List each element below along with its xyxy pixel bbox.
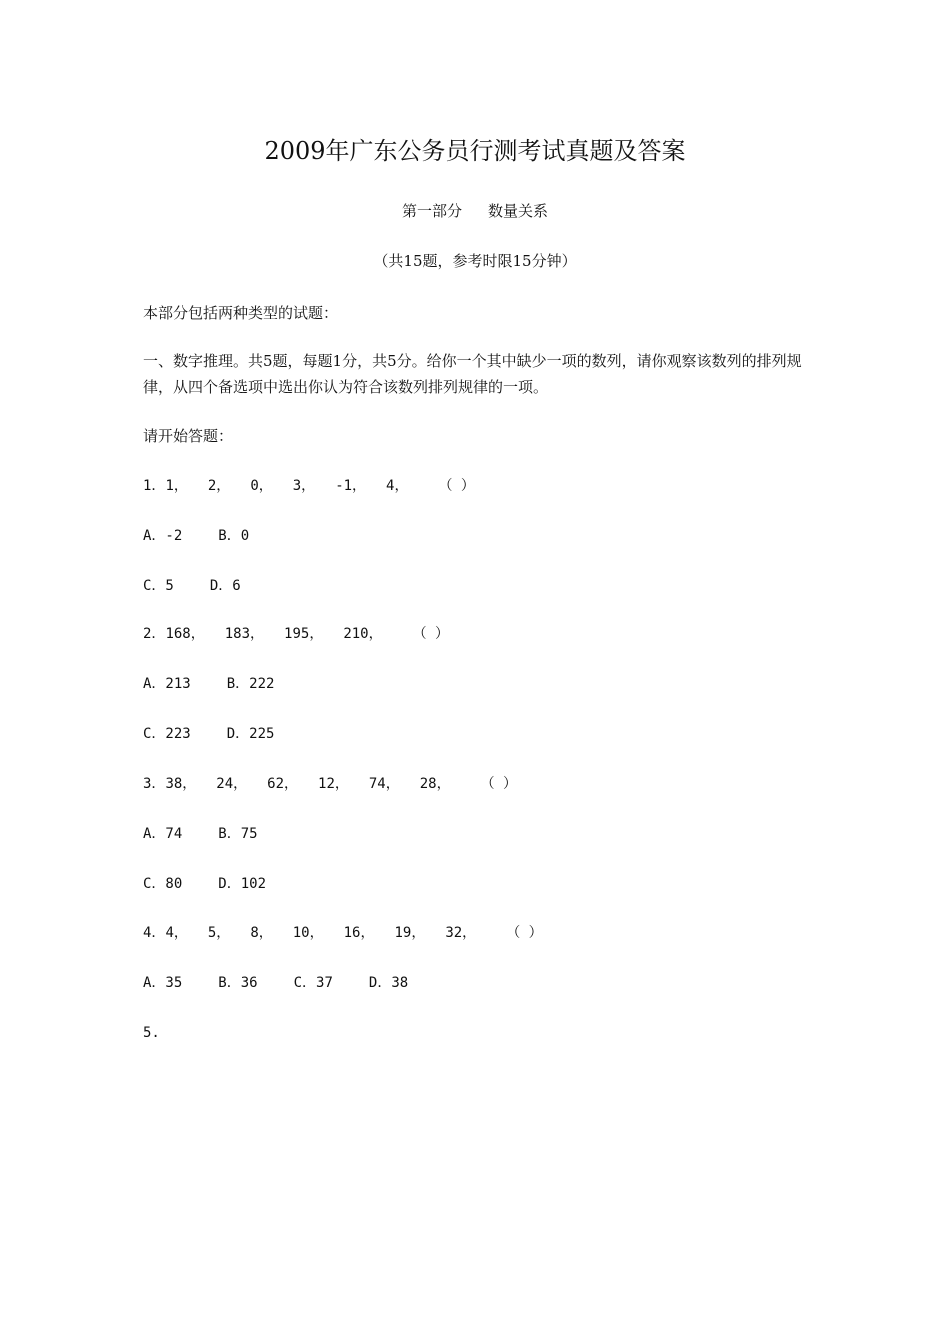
option-b: B．75 xyxy=(218,826,258,842)
question-2-options-row-1 xyxy=(143,671,823,697)
option-a: A．213 xyxy=(143,676,191,692)
section-heading xyxy=(0,200,950,222)
option-a: A．35 xyxy=(143,975,183,991)
sequence-item: 8， xyxy=(250,925,273,941)
question-number: 1． xyxy=(143,478,166,494)
question-number: 5. xyxy=(143,1025,160,1041)
question-1 xyxy=(143,473,823,499)
sequence-item: 19， xyxy=(394,925,426,941)
answer-blank: （ ） xyxy=(480,776,518,792)
answer-blank: （ ） xyxy=(412,626,450,642)
intro-text: 本部分包括两种类型的试题： xyxy=(143,304,339,322)
sequence-item: 32， xyxy=(445,925,477,941)
sequence-item: 24， xyxy=(216,776,248,792)
start-prompt: 请开始答题： xyxy=(143,427,234,445)
option-c: C．223 xyxy=(143,726,191,742)
sequence-item: 2， xyxy=(207,478,231,494)
question-1-options-row-2 xyxy=(143,573,823,599)
time-note: （共15题，参考时限15分钟） xyxy=(373,252,577,270)
sequence-item: 10， xyxy=(292,925,324,941)
sequence-item: 74， xyxy=(368,776,400,792)
sequence-item: 4， xyxy=(386,478,409,494)
option-a: A．-2 xyxy=(143,528,183,544)
document-title: 2009年广东公务员行测考试真题及答案 xyxy=(264,137,686,165)
sequence-item: 3， xyxy=(292,478,316,494)
sequence-item: 1， xyxy=(165,478,188,494)
question-3-options-row-2 xyxy=(143,871,823,897)
section-name: 数量关系 xyxy=(488,202,549,220)
option-c: C．37 xyxy=(293,975,333,991)
sequence-item: 168， xyxy=(165,626,205,642)
sequence-item: 12， xyxy=(318,776,349,792)
sequence-item: 0， xyxy=(250,478,273,494)
sequence-item: 210， xyxy=(343,626,383,642)
question-4 xyxy=(143,920,823,946)
answer-blank: （ ） xyxy=(438,478,475,494)
option-d: D．102 xyxy=(218,876,267,892)
sequence-item: 38， xyxy=(165,776,197,792)
question-4-options-row-1 xyxy=(143,970,823,996)
question-number: 2． xyxy=(143,626,166,642)
answer-blank: （ ） xyxy=(506,925,543,941)
question-3 xyxy=(143,771,823,797)
option-c: C．80 xyxy=(143,876,183,892)
sequence-item: 5， xyxy=(207,925,231,941)
question-number: 4． xyxy=(143,925,166,941)
option-d: D．38 xyxy=(368,975,409,991)
option-b: B．36 xyxy=(218,975,258,991)
question-2 xyxy=(143,621,823,647)
option-d: D．225 xyxy=(226,726,275,742)
question-number: 3． xyxy=(143,776,166,792)
sequence-item: 183， xyxy=(224,626,265,642)
sequence-item: -1， xyxy=(335,478,367,494)
question-type-description: 一、数字推理。共5题，每题1分，共5分。给你一个其中缺少一项的数列，请你观察该数列的排列规律，从四个备选项中选出你认为符合该数列排列规律的一项。 xyxy=(143,352,802,396)
section-part: 第一部分 xyxy=(401,202,462,220)
option-d: D．6 xyxy=(209,578,241,594)
option-a: A．74 xyxy=(143,826,183,842)
sequence-item: 16， xyxy=(343,925,375,941)
sequence-item: 195， xyxy=(284,626,324,642)
sequence-item: 4， xyxy=(165,925,188,941)
sequence-item: 62， xyxy=(267,776,299,792)
question-2-options-row-2 xyxy=(143,721,823,747)
question-5 xyxy=(143,1020,823,1046)
option-b: B．222 xyxy=(226,676,275,692)
option-c: C．5 xyxy=(143,578,174,594)
question-1-options-row-1 xyxy=(143,523,823,549)
sequence-item: 28， xyxy=(419,776,451,792)
option-b: B．0 xyxy=(218,528,250,544)
question-3-options-row-1 xyxy=(143,821,823,847)
